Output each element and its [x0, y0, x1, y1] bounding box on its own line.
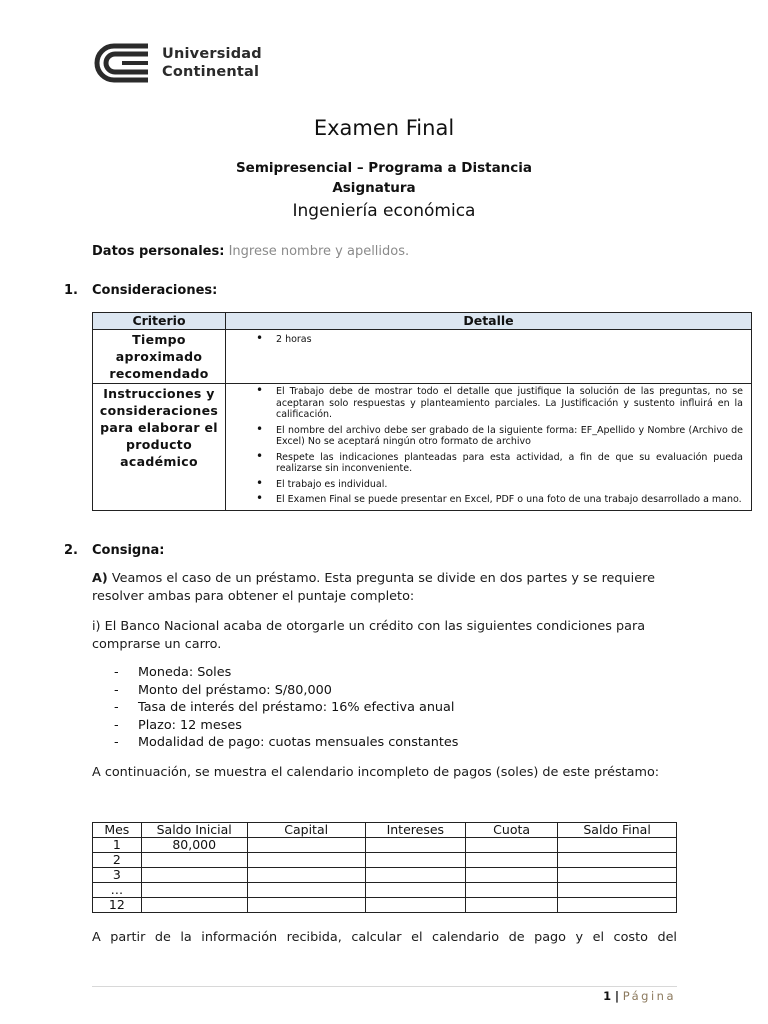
table-row — [93, 384, 752, 511]
table-cell — [141, 883, 247, 898]
table-cell: 1 — [93, 838, 142, 853]
subtitle-asignatura: Asignatura — [332, 180, 416, 196]
header-intereses: Intereses — [365, 823, 465, 838]
table-cell — [365, 868, 465, 883]
detalle-cell — [226, 384, 752, 511]
table-cell — [365, 898, 465, 913]
question-a-label: A) — [92, 571, 108, 586]
table-row — [93, 898, 677, 913]
logo-line-2: Continental — [162, 64, 260, 80]
page-number: 1 — [603, 989, 612, 1003]
table-cell — [558, 838, 677, 853]
table-row — [93, 868, 677, 883]
payment-schedule-table — [92, 822, 677, 913]
section-number: 2. — [64, 543, 78, 558]
question-i-paragraph: i) El Banco Nacional acaba de otorgarle un crédito con las siguientes condiciones para comprarse un carro. — [92, 619, 646, 652]
course-name: Ingeniería económica — [292, 201, 476, 221]
personal-data-placeholder[interactable]: Ingrese nombre y apellidos. — [228, 244, 410, 259]
page-separator: | — [614, 989, 620, 1003]
closing-paragraph: A partir de la información recibida, calcular el calendario de pago y el costo del — [92, 930, 677, 945]
continental-logo-icon — [92, 42, 150, 84]
detail-item: • El Trabajo debe de mostrar todo el detalle que justifique la solución de las preguntas, no se aceptaran solo respuestas y planteamiento parciales. La Justificación y sustento influirá en la calificación. — [276, 386, 743, 421]
subtitle-program: Semipresencial – Programa a Distancia — [235, 160, 533, 176]
detalle-cell — [226, 330, 752, 384]
question-a-text: Veamos el caso de un préstamo. Esta pregunta se divide en dos partes y se requiere resolver ambas para obtener el puntaje completo: — [92, 571, 655, 604]
section-heading-1 — [64, 283, 217, 298]
table-cell: 12 — [93, 898, 142, 913]
header-mes: Mes — [93, 823, 142, 838]
table-cell — [558, 853, 677, 868]
table-cell — [247, 898, 365, 913]
list-item: - Plazo: 12 meses — [112, 717, 458, 735]
list-item: - Monto del préstamo: S/80,000 — [112, 682, 458, 700]
header-capital: Capital — [247, 823, 365, 838]
page-footer — [603, 989, 676, 1003]
logo-line-1: Universidad — [162, 46, 262, 62]
detail-item: • El Examen Final se puede presentar en Excel, PDF o una foto de una trabajo desarrollado a mano. — [276, 494, 743, 506]
table-cell: 2 — [93, 853, 142, 868]
criterio-cell: Instrucciones y consideraciones para elaborar el producto académico — [93, 384, 226, 511]
personal-data-line — [92, 244, 409, 259]
detail-item: • 2 horas — [276, 334, 743, 346]
table-cell — [141, 853, 247, 868]
section-heading-2 — [64, 543, 164, 558]
table-cell — [247, 838, 365, 853]
criterio-cell: Tiempo aproximado recomendado — [93, 330, 226, 384]
table-cell — [365, 853, 465, 868]
table-cell — [466, 868, 558, 883]
table-header-detalle: Detalle — [226, 313, 752, 330]
considerations-table — [92, 312, 752, 511]
table-header-criterio: Criterio — [93, 313, 226, 330]
table-cell — [466, 853, 558, 868]
table-cell — [466, 883, 558, 898]
table-cell — [247, 868, 365, 883]
table-cell — [141, 898, 247, 913]
table-cell — [466, 838, 558, 853]
table-cell — [365, 883, 465, 898]
table-cell — [558, 868, 677, 883]
footer-divider — [92, 986, 677, 987]
logo-wordmark — [162, 45, 262, 81]
loan-conditions-list — [112, 664, 458, 752]
table-cell — [466, 898, 558, 913]
question-a-paragraph — [92, 570, 677, 605]
table-row — [93, 883, 677, 898]
table-cell — [141, 868, 247, 883]
table-cell — [558, 898, 677, 913]
table-cell — [247, 883, 365, 898]
table-row — [93, 853, 677, 868]
calendar-intro: A continuación, se muestra el calendario incompleto de pagos (soles) de este préstamo: — [92, 765, 660, 780]
list-item: - Moneda: Soles — [112, 664, 458, 682]
document-title: Examen Final — [313, 116, 455, 140]
section-title: Consideraciones: — [92, 283, 218, 298]
table-row — [93, 330, 752, 384]
section-title: Consigna: — [92, 543, 165, 558]
university-logo — [92, 42, 262, 84]
section-number: 1. — [64, 283, 78, 298]
table-cell: 80,000 — [141, 838, 247, 853]
detail-item: • Respete las indicaciones planteadas para esta actividad, a fin de que su evaluación pueda realizarse sin inconveniente. — [276, 452, 743, 475]
personal-data-label: Datos personales: — [92, 244, 225, 259]
detail-item: • El nombre del archivo debe ser grabado de la siguiente forma: EF_Apellido y Nombre (Archivo de Excel) No se aceptará ningún otro formato de archivo — [276, 425, 743, 448]
page-word: Página — [622, 989, 676, 1003]
list-item: - Modalidad de pago: cuotas mensuales constantes — [112, 734, 458, 752]
table-cell: 3 — [93, 868, 142, 883]
detail-item: • El trabajo es individual. — [276, 479, 743, 491]
table-cell — [558, 883, 677, 898]
table-row — [93, 838, 677, 853]
table-cell — [247, 853, 365, 868]
table-cell: … — [93, 883, 142, 898]
table-cell — [365, 838, 465, 853]
list-item: - Tasa de interés del préstamo: 16% efectiva anual — [112, 699, 458, 717]
header-cuota: Cuota — [466, 823, 558, 838]
header-saldo-final: Saldo Final — [558, 823, 677, 838]
header-saldo-inicial: Saldo Inicial — [141, 823, 247, 838]
